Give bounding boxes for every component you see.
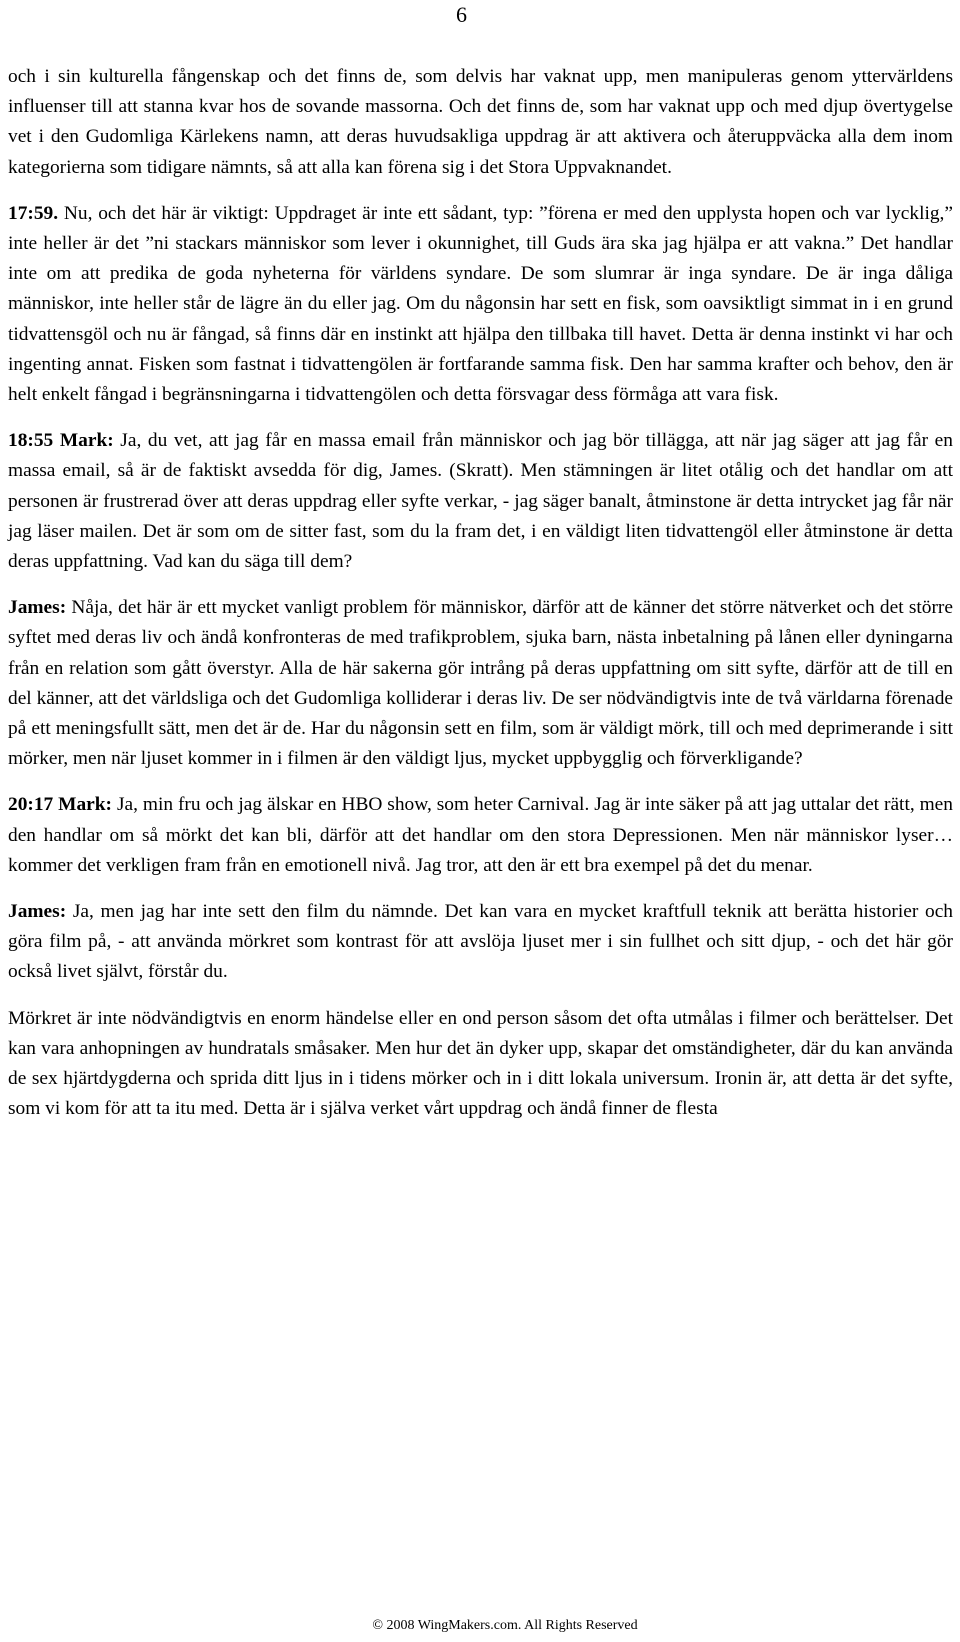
paragraph-text: Nu, och det här är viktigt: Uppdraget är inte ett sådant, typ: ”förena er med den upplysta hopen och var lycklig,” inte heller är det ”ni stackars människor som lever i okunnighet, till Guds ära ska jag hjälpa er att vakna.” Det handlar inte om att predika de goda nyheterna för världens syndare. De som slumrar är inga syndare. De är inga dåliga människor, inte heller står de lägre än du eller jag. Om du någonsin har sett en fisk, som oavsiktligt simmat in i en grund tidvattensgöl och nu är fångad, så finns där en instinkt att hjälpa den tillbaka till havet. Detta är denna instinkt vi har och ingenting annat. Fisken som fastnat i tidvattengölen är fortfarande samma fisk. Den har samma krafter och behov, den är helt enkelt fångad i begränsningarna i tidvattengölen och detta försvagar dess förmåga att vara fisk. <box>8 202 953 406</box>
paragraph-intro <box>8 62 953 183</box>
paragraph-text: och i sin kulturella fångenskap och det finns de, som delvis har vaknat upp, men manipuleras genom yttervärldens influenser till att stanna kvar hos de sovande massorna. Och det finns de, som har vaknat upp och med djup övertygelse vet i den Gudomliga Kärlekens namn, att deras huvudsakliga uppdrag är att aktivera och återuppväcka alla dem inom kategorierna som tidigare nämnts, så att alla kan förena sig i det Stora Uppvaknandet. <box>8 66 953 178</box>
speaker-label: James: <box>8 597 67 619</box>
paragraph-james-2 <box>8 897 953 988</box>
paragraph-text: Ja, min fru och jag älskar en HBO show, som heter Carnival. Jag är inte säker på att jag uttalar det rätt, men den handlar om så mörkt det kan bli, därför att det handlar om den stora Depressionen. Men när människor lyser… kommer det verkligen fram från en emotionell nivå. Jag tror, att den är ett bra exempel på det du menar. <box>8 794 953 876</box>
speaker-label: 20:17 Mark: <box>8 794 113 816</box>
paragraph-20-17 <box>8 790 953 881</box>
paragraph-text: Ja, men jag har inte sett den film du nämnde. Det kan vara en mycket kraftfull teknik att berätta historier och göra film på, - att använda mörkret som kontrast för att avslöja ljuset mer i sin fullhet och sitt djup, - och det här gör också livet självt, förstår du. <box>8 901 953 983</box>
copyright-footer: © 2008 WingMakers.com. All Rights Reserved <box>372 1618 638 1633</box>
page-number: 6 <box>456 2 467 27</box>
document-body <box>8 62 953 1141</box>
paragraph-final <box>8 1004 953 1125</box>
paragraph-18-55 <box>8 426 953 577</box>
paragraph-james-1 <box>8 593 953 774</box>
speaker-label: 18:55 Mark: <box>8 430 114 452</box>
paragraph-text: Nåja, det här är ett mycket vanligt problem för människor, därför att de känner det större nätverket och det större syftet med deras liv och ändå konfronteras de med trafikproblem, sjuka barn, nästa inbetalning på lånen eller dyningarna från en relation som gått överstyr. Alla de här sakerna gör intrång på deras uppfattning om sitt syfte, därför att de till en del känner, att det världsliga och det Gudomliga kolliderar i deras liv. De ser nödvändigtvis inte de två världarna förenade på ett meningsfullt sätt, men det är de. Har du någonsin sett en film, som är väldigt mörk, till och med deprimerande i sitt mörker, men när ljuset kommer in i filmen är den väldigt ljus, mycket uppbygglig och förverkligande? <box>8 597 953 770</box>
speaker-label: James: <box>8 901 67 923</box>
paragraph-text: Mörkret är inte nödvändigtvis en enorm händelse eller en ond person såsom det ofta utmålas i filmer och berättelser. Det kan vara anhopningen av hundratals småsaker. Men hur det än dyker upp, skapar det omständigheter, där du kan använda de sex hjärtdygderna och sprida ditt ljus in i tidens mörker och in i ditt lokala universum. Ironin är, att detta är det syfte, som vi kom för att ta itu med. Detta är i själva verket vårt uppdrag och ändå finner de flesta <box>8 1007 953 1120</box>
timestamp-label: 17:59. <box>8 202 59 224</box>
paragraph-text: Ja, du vet, att jag får en massa email från människor och jag bör tillägga, att när jag säger att jag får en massa email, så är de faktiskt avsedda för dig, James. (Skratt). Men stämningen är litet otålig och det handlar om att personen är frustrerad över att deras uppdrag eller syfte verkar, - jag säger banalt, åtminstone är detta intrycket jag får när jag läser mailen. Det är som om de sitter fast, som du la fram det, i en väldigt liten tidvattengöl eller åtminstone är detta deras uppfattning. Vad kan du säga till dem? <box>8 430 953 573</box>
paragraph-17-59 <box>8 199 953 410</box>
